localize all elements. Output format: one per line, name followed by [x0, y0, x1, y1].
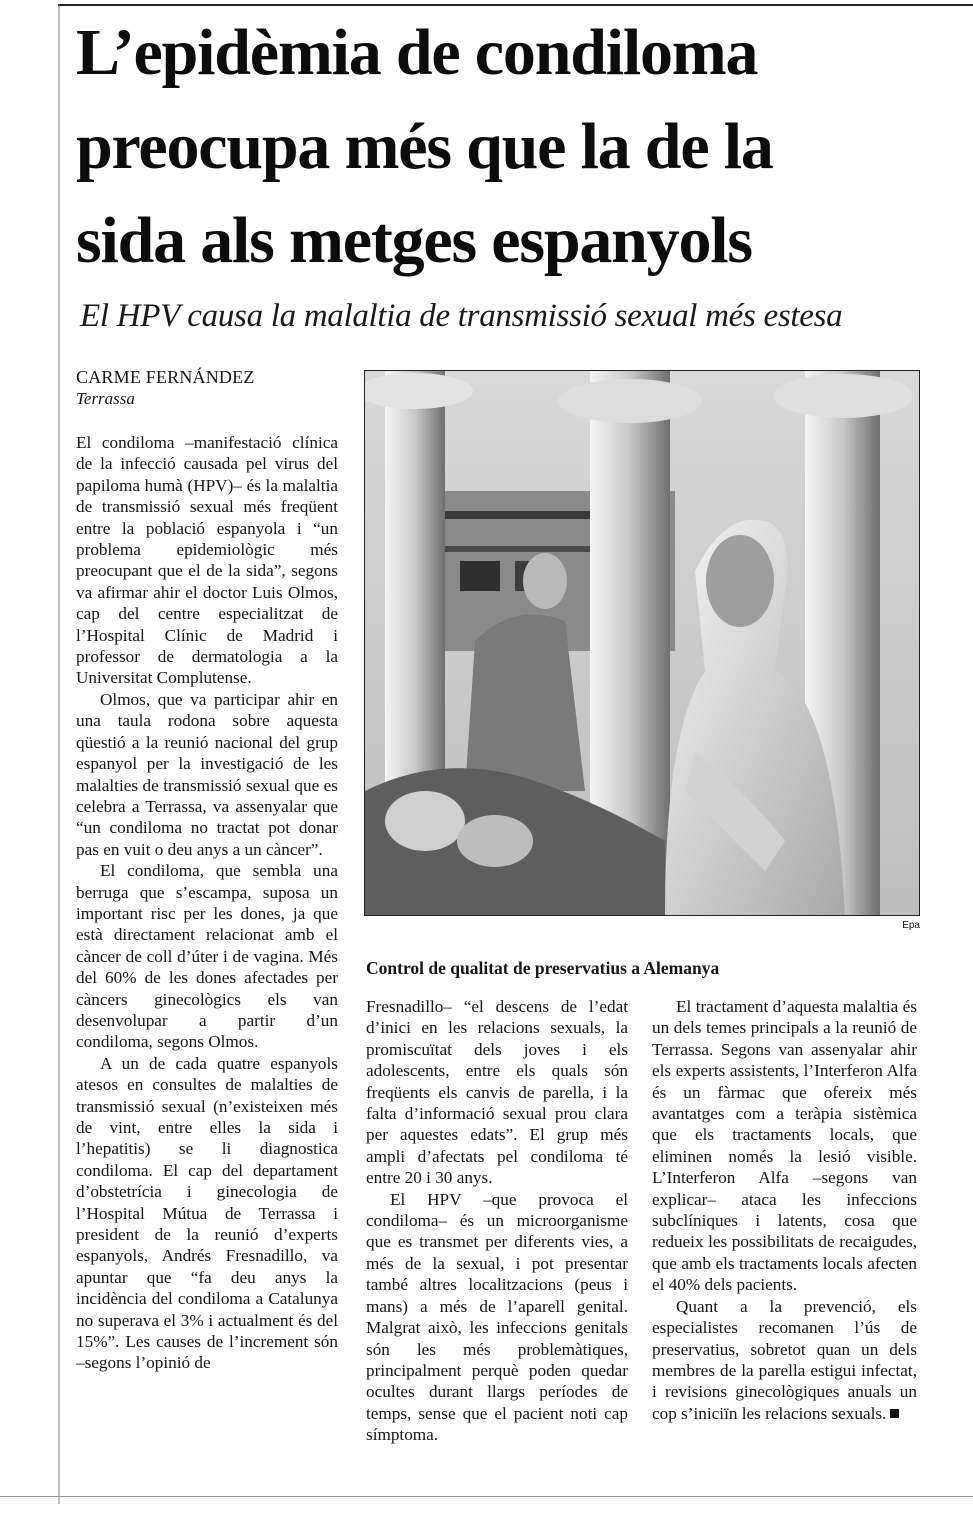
paragraph: El HPV –que provoca el condiloma– és un microorganisme que es transmet per diferents vies, a més de la sexual, i pot presentar també altres localitzacions (peus i mans) a més de l’aparell genital. Malgrat això, les infeccions genitals són les més problemàtiques, principalment perquè poden quedar ocultes durant llargs períodes de temps, sense que el pacient noti cap símptoma.: [366, 1189, 628, 1445]
end-of-article-mark: [890, 1409, 899, 1418]
article-column-1: [76, 432, 338, 1374]
photo-credit: Epa: [902, 920, 920, 931]
headline-line: preocupa més que la de la: [76, 110, 773, 183]
photo-caption: Control de qualitat de preservatius a Alemanya: [366, 958, 720, 978]
byline: [76, 366, 356, 410]
paragraph-text: Quant a la prevenció, els especialistes recomanen l’ús de preservatius, sobretot quan un dels membres de la parella estigui infectat, i revisions ginecològiques anuals un cop s’iniciïn les relacions sexuals.: [652, 1296, 917, 1423]
paragraph: A un de cada quatre espanyols atesos en consultes de malalties de transmissió sexual (n’existeixen més de vint, entre elles la sida i l’hepatitis) se li diagnostica condiloma. El cap del departament d’obstetrícia i ginecologia de l’Hospital Mútua de Terrassa i president de la reunió d’experts espanyols, Andrés Fresnadillo, va apuntar que “fa deu anys la incidència del condiloma a Catalunya no superava el 3% i actualment és del 15%”. Les causes de l’increment són –segons l’opinió de: [76, 1053, 338, 1373]
left-frame-rule: [58, 4, 60, 1504]
paragraph: Olmos, que va participar ahir en una taula rodona sobre aquesta qüestió a la reunió nacional del grup espanyol per la investigació de les malalties de transmissió sexual que es celebra a Terrassa, va assenyalar que “un condiloma no tractat pot donar pas en vuit o deu anys a un càncer”.: [76, 689, 338, 859]
paragraph: El condiloma –manifestació clínica de la infecció causada pel virus del papiloma humà (HPV)– és la malaltia de transmissió sexual més freqüent entre la població espanyola i “un problema epidemiològic més preocupant que el de la sida”, segons va afirmar ahir el doctor Luis Olmos, cap del centre especialitzat de l’Hospital Clínic de Madrid i professor de dermatologia a la Universitat Complutense.: [76, 433, 338, 688]
paragraph: El condiloma, que sembla una berruga que s’escampa, suposa un important risc per les dones, ja que està directament relacionat amb el càncer de coll d’úter i de vagina. Més del 60% de les dones afectades per càncers ginecològics els van desenvolupar a partir d’un condiloma, segons Olmos.: [76, 861, 338, 1052]
bottom-rule: [0, 1496, 973, 1497]
paragraph: Fresnadillo– “el descens de l’edat d’inici en les relacions sexuals, la promiscuïtat dels joves i els adolescents, entre els quals són freqüents els canvis de parella, i la falta d’informació sexual prou clara per aquestes edats”. El grup més ampli d’afectats pel condiloma té entre 20 i 30 anys.: [366, 997, 628, 1188]
headline: [76, 6, 966, 288]
dateline-location: Terrassa: [76, 389, 135, 408]
paragraph: El tractament d’aquesta malaltia és un dels temes principals a la reunió de Terrassa. Segons van assenyalar ahir els experts assistents, l’Interferon Alfa és un fàrmac que ofereix més avantatges com a teràpia sistèmica que els tractaments locals, que eliminen només la lesió visible. L’Interferon Alfa –segons van explicar– ataca les infeccions subclíniques i latents, cosa que redueix les possibilitats de recaigudes, que amb els tractaments locals afecten el 40% dels pacients.: [652, 997, 917, 1295]
headline-line: sida als metges espanyols: [76, 204, 752, 277]
paragraph: [652, 1296, 917, 1424]
photo-illustration: [365, 371, 920, 916]
author-name: CARME FERNÁNDEZ: [76, 367, 255, 387]
subheadline: El HPV causa la malaltia de transmissió sexual més estesa: [80, 298, 843, 334]
news-photo: [364, 370, 920, 916]
article-column-2: [366, 996, 628, 1446]
headline-line: L’epidèmia de condiloma: [76, 16, 758, 89]
article-column-3: [652, 996, 917, 1424]
